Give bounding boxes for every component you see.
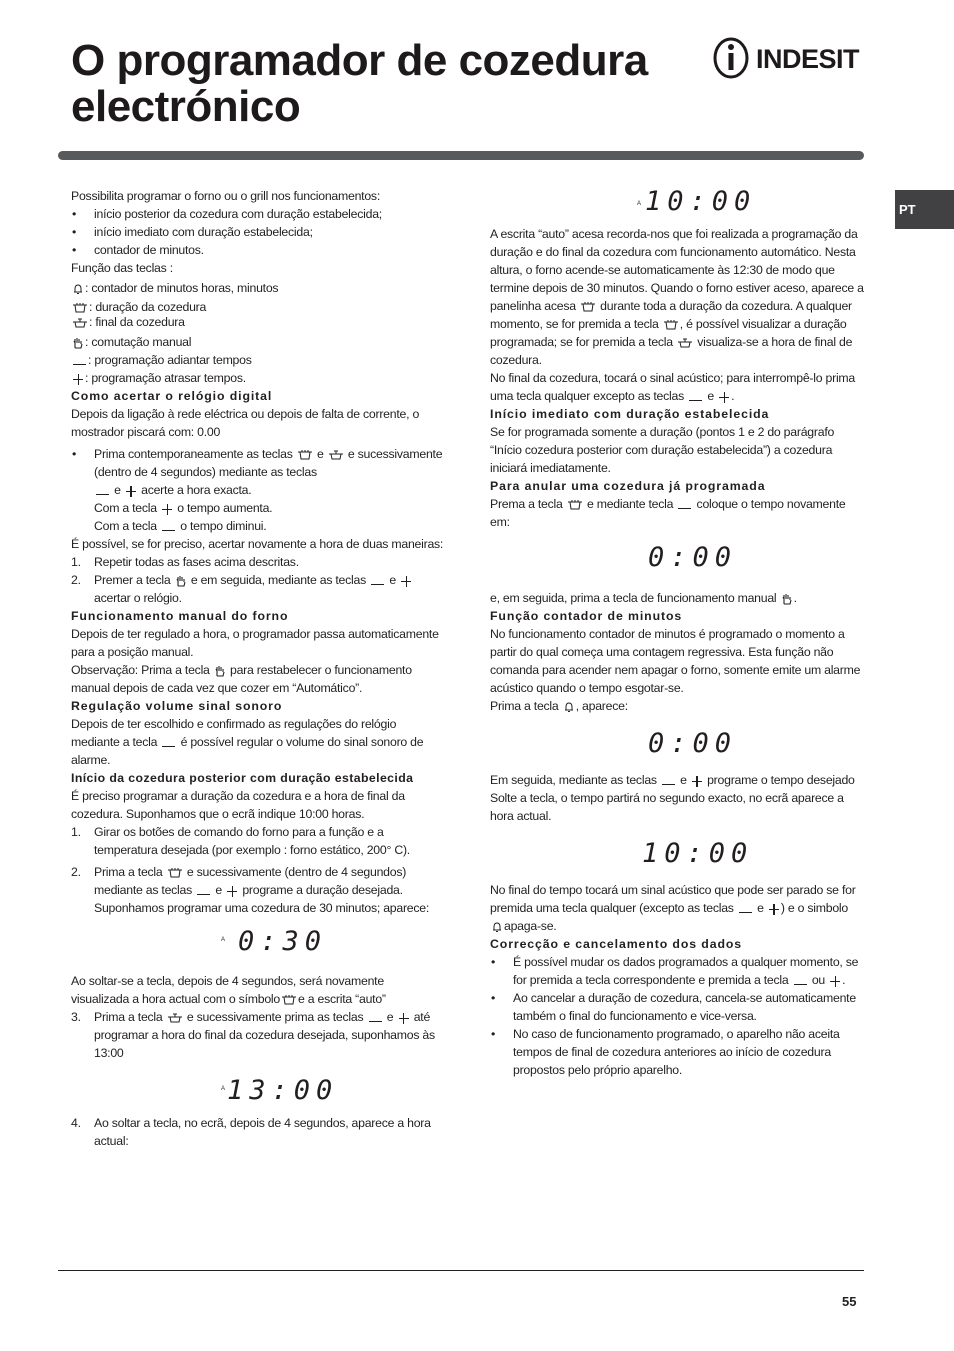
pot-icon — [167, 867, 183, 879]
clock-step-2: 2. Premer a tecla e em seguida, mediante as teclas e acertar o relógio. — [71, 571, 445, 607]
brand-name: INDESIT — [756, 44, 860, 74]
lcd-display-1000-timer — [490, 825, 864, 881]
page-title — [71, 38, 711, 130]
dash-key-icon — [793, 975, 808, 987]
lcd-auto-label: A — [221, 937, 225, 943]
dash-key-icon — [370, 575, 385, 587]
key-row-plus: : programação atrasar tempos. — [71, 369, 445, 387]
bell-icon — [491, 921, 503, 933]
footer-divider — [58, 1270, 864, 1271]
pan-icon — [328, 449, 344, 461]
dash-key-icon — [677, 499, 692, 511]
intro-item: • contador de minutos. — [71, 241, 445, 259]
lcd-display-000-cancel — [490, 531, 864, 589]
dash-key-icon — [661, 775, 676, 787]
lcd-digits: 10:00 — [645, 186, 757, 217]
later-text: É preciso programar a duração da cozedura e a hora de final da cozedura. Suponhamos que o ecrã indique 10:00 horas. — [71, 789, 405, 821]
manual-text: Depois de ter regulado a hora, o programador passa automaticamente para a posição manual. — [71, 627, 439, 659]
timer-text: No funcionamento contador de minutos é programado o momento a partir do qual começa uma contagem regressiva. Esta função não comanda para acender nem apagar o forno, somente emite um alarme acústico quando o tempo esgotar-se. — [490, 627, 861, 695]
lcd-display-030 — [71, 917, 445, 972]
hand-icon — [781, 593, 793, 605]
lcd-display-000-timer — [490, 715, 864, 771]
clock-bullet: • Prima contemporaneamente as teclas e e sucessivamente (dentro de 4 segundos) mediante as teclas e acerte a hora exacta. Com a tecla o tempo aumenta. Com a tecla o tempo diminui. — [71, 445, 445, 535]
left-column — [71, 187, 445, 1150]
volume-text: Depois de ter escolhido e confirmado as regulações do relógio mediante a tecla é possível regular o volume do sinal sonoro de alarme. — [71, 717, 424, 767]
lcd-digits: 10:00 — [642, 838, 754, 869]
intro-item: • início posterior da cozedura com duração estabelecida; — [71, 205, 445, 223]
dash-key-icon — [161, 521, 176, 533]
pan-icon — [167, 1012, 183, 1024]
hand-icon — [214, 665, 226, 677]
correct-bullet: • É possível mudar os dados programados a qualquer momento, se for premida a tecla correspondente e premida a tecla ou . — [490, 953, 864, 989]
key-row-hand: : comutação manual — [71, 333, 445, 351]
page-number: 55 — [842, 1294, 857, 1309]
later-step-3: 3. Prima a tecla e sucessivamente prima as teclas e até programar a hora do final da cozedura desejada, suponhamos às 13:00 — [71, 1010, 435, 1060]
page-title-line1: O programador de cozedura — [71, 36, 648, 85]
after-release-text: Ao soltar-se a tecla, depois de 4 segundos, será novamente visualizada a hora actual com o símbolo e a escrita “auto” — [71, 974, 386, 1006]
plus-key-icon — [768, 903, 780, 915]
lcd-auto-label: A — [637, 201, 641, 207]
plus-key-icon — [125, 485, 137, 497]
timer-set: Em seguida, mediante as teclas e programe o tempo desejado Solte a tecla, o tempo partirá no segundo exacto, no ecrã aparece a hora actual. — [490, 773, 855, 823]
dash-key-icon — [161, 737, 176, 749]
correct-bullet: • No caso de funcionamento programado, o aparelho não aceita tempos de final de cozedura anteriores ao início de cozedura propostos pelo próprio aparelho. — [490, 1025, 864, 1079]
clock-heading: Como acertar o relógio digital — [71, 389, 273, 403]
plus-key-icon — [829, 975, 841, 987]
volume-heading: Regulação volume sinal sonoro — [71, 699, 283, 713]
pot-icon — [663, 319, 679, 331]
dash-key-icon — [688, 391, 703, 403]
later-heading: Início da cozedura posterior com duração estabelecida — [71, 771, 414, 785]
lcd-digits: 0:30 — [238, 926, 328, 957]
later-step-1: 1. Girar os botões de comando do forno para a função e a temperatura desejada (por exemplo : forno estático, 200° C). — [71, 825, 410, 857]
timer-end: No final do tempo tocará um sinal acústico que pode ser parado se for premida uma tecla qualquer (excepto as teclas e ) e o simbolo apaga-se. — [490, 883, 856, 933]
lcd-digits: 0:00 — [648, 542, 738, 573]
clock-text: Depois da ligação à rede eléctrica ou depois de falta de corrente, o mostrador piscará com: 0.00 — [71, 407, 420, 439]
dash-key-icon — [368, 1012, 383, 1024]
plus-key-icon — [398, 1012, 410, 1024]
key-row-pot: : duração da cozedura — [71, 300, 445, 315]
manual-obs: Observação: Prima a tecla para restabelecer o funcionamento manual depois de cada vez que cozer em “Automático”. — [71, 663, 412, 695]
right-column — [490, 187, 864, 1079]
bell-icon — [563, 701, 575, 713]
dash-key-icon — [196, 885, 211, 897]
lcd-display-1300 — [71, 1062, 445, 1114]
intro-item: • início imediato com duração estabelecida; — [71, 223, 445, 241]
cancel-heading: Para anular uma cozedura já programada — [490, 479, 766, 493]
immediate-heading: Início imediato com duração estabelecida — [490, 407, 770, 421]
plus-key-icon — [226, 885, 238, 897]
intro-text: Possibilita programar o forno ou o grill nos funcionamentos: — [71, 189, 380, 203]
dash-key-icon — [95, 485, 110, 497]
plus-key-icon — [72, 373, 84, 385]
brand-logo — [712, 36, 864, 80]
bell-icon — [72, 283, 84, 295]
clock-text-2: É possível, se for preciso, acertar novamente a hora de duas maneiras: — [71, 537, 444, 551]
pan-icon — [677, 337, 693, 349]
pot-icon — [580, 301, 596, 313]
cancel-text: Prema a tecla e mediante tecla coloque o tempo novamente em: — [490, 497, 846, 529]
indesit-i-icon — [712, 36, 752, 80]
lcd-digits: 13:00 — [227, 1075, 339, 1106]
pot-icon — [297, 449, 313, 461]
immediate-text: Se for programada somente a duração (pontos 1 e 2 do parágrafo “Início cozedura posterior com duração estabelecida”) a cozedura iniciará imediatamente. — [490, 425, 835, 475]
cancel-text-2: e, em seguida, prima a tecla de funcionamento manual . — [490, 591, 797, 605]
dash-key-icon — [72, 355, 87, 367]
clock-step-1: 1. Repetir todas as fases acima descritas. — [71, 555, 299, 569]
timer-heading: Função contador de minutos — [490, 609, 683, 623]
pot-icon — [72, 302, 88, 314]
lcd-digits: 0:00 — [648, 728, 738, 759]
header-divider — [58, 151, 864, 160]
correct-heading: Correcção e cancelamento dos dados — [490, 937, 743, 951]
dash-key-icon — [738, 903, 753, 915]
manual-heading: Funcionamento manual do forno — [71, 609, 289, 623]
page-title-line2: electrónico — [71, 82, 301, 131]
lcd-auto-label: A — [221, 1086, 225, 1092]
timer-press: Prima a tecla , aparece: — [490, 699, 628, 713]
key-row-pan: : final da cozedura — [71, 315, 445, 330]
lcd-display-1000 — [490, 187, 864, 225]
plus-key-icon — [718, 391, 730, 403]
correct-bullet: • Ao cancelar a duração de cozedura, cancela-se automaticamente também o final do funcionamento e vice-versa. — [490, 989, 864, 1025]
auto-text: A escrita “auto” acesa recorda-nos que foi realizada a programação da duração e do final da cozedura com funcionamento automático. Nesta altura, o forno acende-se automaticamente às 12:30 de modo que termine depois de 30 minutos. Quando o forno estiver aceso, aparece a panelinha acesa durante toda a duração da cozedura. A qualquer momento, se for premida a tecla , é possível visualizar a duração programada; se for premida a tecla visualiza-se a hora de final de cozedura. — [490, 227, 864, 367]
hand-icon — [72, 337, 84, 349]
pan-icon — [72, 317, 88, 329]
auto-text-end: No final da cozedura, tocará o sinal acústico; para interrompê-lo prima uma tecla qualquer excepto as teclas e . — [490, 371, 856, 403]
plus-key-icon — [161, 503, 173, 515]
plus-key-icon — [400, 575, 412, 587]
pot-icon — [281, 994, 297, 1006]
pot-icon — [567, 499, 583, 511]
plus-key-icon — [691, 775, 703, 787]
hand-icon — [175, 575, 187, 587]
language-tab: PT — [895, 190, 954, 229]
key-row-bell: : contador de minutos horas, minutos — [71, 279, 445, 297]
keys-heading: Função das teclas : — [71, 261, 173, 275]
later-step-2: 2. Prima a tecla e sucessivamente (dentro de 4 segundos) mediante as teclas e programe a duração desejada. Suponhamos programar uma cozedura de 30 minutos; aparece: — [71, 865, 430, 915]
key-row-minus: : programação adiantar tempos — [71, 351, 445, 369]
later-step-4: 4. Ao soltar a tecla, no ecrã, depois de 4 segundos, aparece a hora actual: — [71, 1116, 431, 1148]
